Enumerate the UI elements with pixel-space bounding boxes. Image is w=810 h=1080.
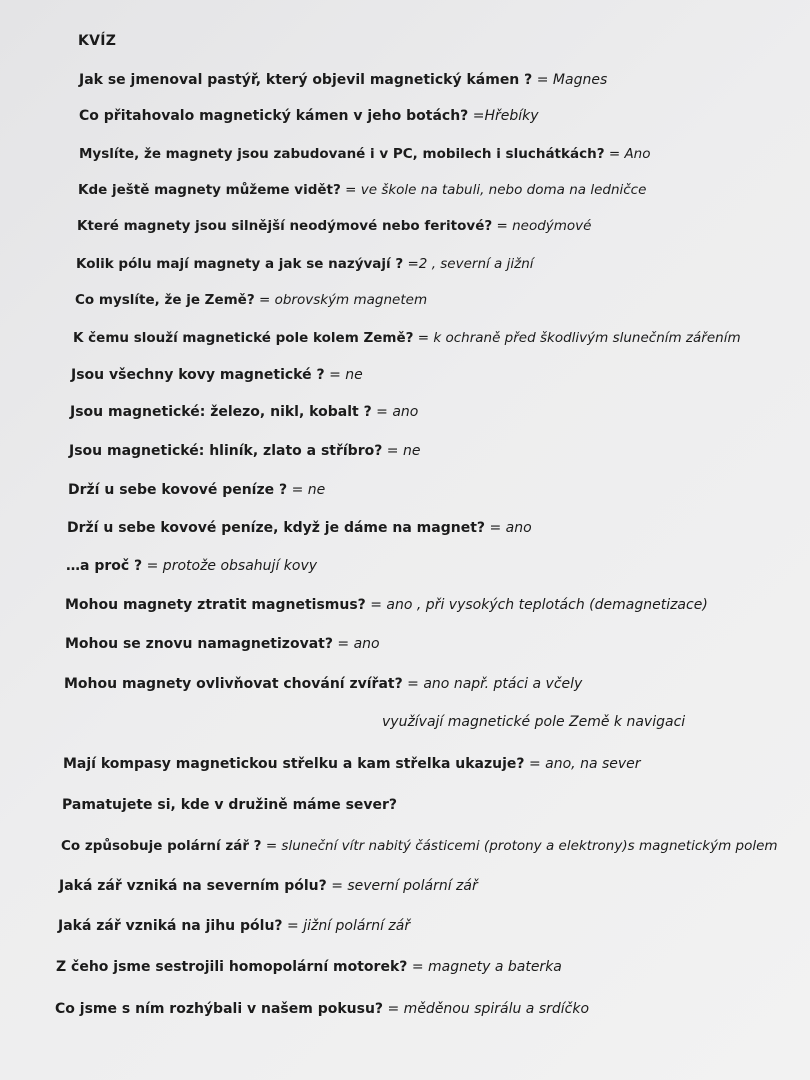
question-text: Z čeho jsme sestrojili homopolární motorek?: [56, 959, 408, 975]
answer-text: = ano, na sever: [528, 756, 641, 772]
question-text: Které magnety jsou silnější neodýmové nebo feritové?: [77, 218, 493, 234]
answer-text: = Ano: [608, 146, 651, 162]
question-text: Co jsme s ním rozhýbali v našem pokusu?: [55, 1001, 384, 1017]
question-text: Co způsobuje polární zář ?: [61, 838, 262, 854]
question-text: Jaká zář vzniká na jihu pólu?: [58, 918, 283, 934]
answer-text: =2 , severní a jižní: [407, 256, 534, 272]
question-text: Kolik pólu mají magnety a jak se nazývají ?: [76, 256, 404, 272]
answer-text: = ano: [489, 520, 532, 536]
quiz-item: [79, 71, 607, 89]
question-text: Kde ještě magnety můžeme vidět?: [78, 182, 341, 198]
answer-text: = sluneční vítr nabitý částicemi (protony a elektrony)s magnetickým polem: [265, 838, 778, 854]
question-text: Myslíte, že magnety jsou zabudované i v PC, mobilech i sluchátkách?: [79, 146, 605, 162]
quiz-title: KVÍZ: [78, 33, 117, 49]
quiz-item: [69, 442, 420, 460]
question-text: Co myslíte, že je Země?: [75, 292, 255, 308]
quiz-item: [59, 877, 478, 895]
quiz-item: [64, 675, 582, 693]
quiz-item: [70, 403, 418, 421]
quiz-item: [77, 217, 591, 235]
question-text: Jsou magnetické: hliník, zlato a stříbro?: [69, 443, 383, 459]
question-text: Pamatujete si, kde v družině máme sever?: [62, 797, 398, 813]
answer-text: = ne: [386, 443, 421, 459]
question-text: …a proč ?: [66, 558, 143, 574]
answer-text: = jižní polární zář: [287, 918, 411, 934]
answer-text: = protože obsahují kovy: [146, 558, 318, 574]
answer-text: = neodýmové: [496, 218, 592, 234]
answer-text: = severní polární zář: [331, 878, 478, 894]
answer-text: = ano: [376, 404, 419, 420]
question-text: Co přitahovalo magnetický kámen v jeho botách?: [79, 108, 469, 124]
question-text: Drží u sebe kovové peníze ?: [68, 482, 288, 498]
question-text: Jak se jmenoval pastýř, který objevil magnetický kámen ?: [79, 72, 533, 88]
quiz-item: [65, 596, 708, 614]
question-text: Jsou magnetické: železo, nikl, kobalt ?: [70, 404, 372, 420]
quiz-item: [78, 181, 646, 199]
answer-text: = měděnou spirálu a srdíčko: [387, 1001, 590, 1017]
answer-text: = ano např. ptáci a včely: [407, 676, 583, 692]
quiz-item: [79, 145, 651, 163]
question-text: Mohou magnety ovlivňovat chování zvířat?: [64, 676, 403, 692]
answer-text: = magnety a baterka: [411, 959, 562, 975]
quiz-item: [55, 1000, 589, 1018]
answer-text: = ano , při vysokých teplotách (demagnetizace): [370, 597, 708, 613]
answer-text: = k ochraně před škodlivým slunečním zářením: [417, 330, 741, 346]
quiz-item: [56, 958, 562, 976]
quiz-item: [79, 107, 539, 125]
quiz-item: [62, 796, 397, 814]
quiz-item: [75, 291, 427, 309]
question-text: Mohou se znovu namagnetizovat?: [65, 636, 333, 652]
quiz-item: [66, 557, 317, 575]
quiz-item: [61, 837, 778, 855]
quiz-item: [67, 519, 532, 537]
question-text: Drží u sebe kovové peníze, když je dáme na magnet?: [67, 520, 486, 536]
question-text: Jsou všechny kovy magnetické ?: [71, 367, 325, 383]
answer-text: = ne: [329, 367, 363, 383]
answer-text: = obrovským magnetem: [258, 292, 428, 308]
quiz-item: [65, 635, 380, 653]
question-text: K čemu slouží magnetické pole kolem Země?: [73, 330, 414, 346]
quiz-item: [63, 755, 641, 773]
question-text: Mohou magnety ztratit magnetismus?: [65, 597, 366, 613]
quiz-item: [71, 366, 363, 384]
answer-text: = ano: [337, 636, 380, 652]
quiz-item: [68, 481, 325, 499]
quiz-item: [73, 329, 741, 347]
quiz-item: [58, 917, 410, 935]
answer-continuation: využívají magnetické pole Země k navigaci: [382, 714, 686, 730]
question-text: Mají kompasy magnetickou střelku a kam střelka ukazuje?: [63, 756, 525, 772]
answer-text: = ve škole na tabuli, nebo doma na ledničce: [345, 182, 647, 198]
answer-text: = Magnes: [536, 72, 608, 88]
answer-text: = ne: [291, 482, 326, 498]
question-text: Jaká zář vzniká na severním pólu?: [59, 878, 327, 894]
quiz-item: [76, 255, 534, 273]
answer-text: =Hřebíky: [472, 108, 539, 124]
